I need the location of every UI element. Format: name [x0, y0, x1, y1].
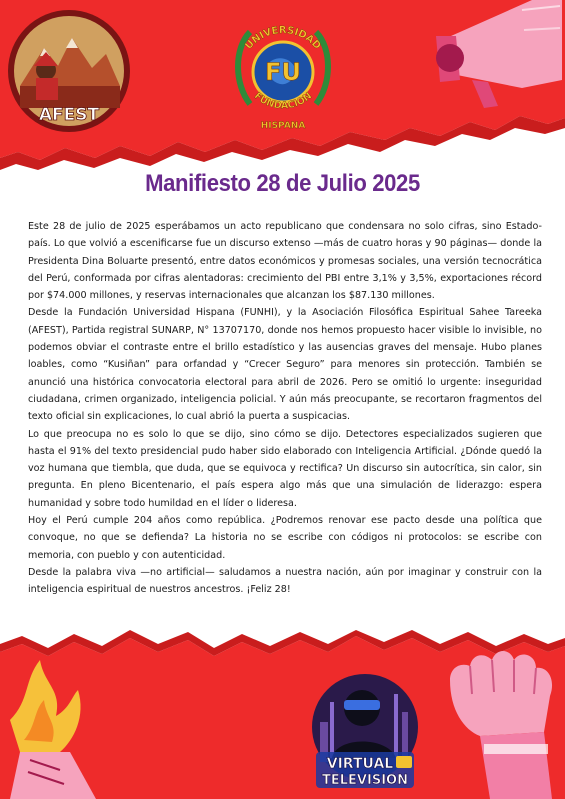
funhi-logo-initials: FU	[265, 58, 301, 86]
paragraph: Desde la palabra viva —no artificial— saludamos a nuestra nación, aún por imaginar y construir con la inteligencia espiritual de nuestros ancestros. ¡Feliz 28!	[28, 566, 542, 596]
page-title: Manifiesto 28 de Julio 2025	[145, 170, 420, 197]
flame-hand-icon	[0, 660, 120, 799]
funhi-logo-bottom-text-2: HISPANA	[260, 121, 306, 131]
virtual-television-line2: TELEVISION	[322, 773, 408, 788]
virtual-television-logo	[310, 672, 420, 790]
paragraph: Desde la Fundación Universidad Hispana (FUNHI), y la Asociación Filosófica Espiritual Sahee Tareeka (AFEST), Partida registral SUNARP, N° 13707170, donde nos hemos propuesto hacer visible lo invisible, no podemos obviar el contraste entre el brillo estadístico y las ausencias graves del mensaje. Hubo planes loables, como “Kusiñan” para orfandad y “Crecer Seguro” para menores sin protección. También se anunció una histórica convocatoria electoral para abril de 2026. Pero se omitió lo urgente: inseguridad ciudadana, crimen organizado, inteligencia policial. Y aún más preocupante, se recortaron fragmentos del texto oficial sin explicaciones, lo cual abrió la puerta a suspicacias.	[28, 307, 542, 423]
funhi-logo-bottom-text: FUNDACION	[251, 90, 315, 112]
paragraph: Hoy el Perú cumple 204 años como república. ¿Podremos renovar ese pacto desde una política que convoque, no que se defienda? La historia no se escribe con códigos ni protocolos: se escribe con memoria, con pueblo y con autenticidad.	[28, 515, 542, 561]
funhi-logo	[228, 4, 338, 134]
funhi-logo-top-text: UNIVERSIDAD	[243, 25, 323, 52]
afest-logo-text: AFEST	[38, 105, 100, 125]
megaphone-icon	[412, 0, 562, 110]
manifesto-body	[28, 218, 542, 599]
paragraph: Lo que preocupa no es solo lo que se dijo, sino cómo se dijo. Detectores especializados sugieren que hasta el 91% del texto presidencial pudo haber sido elaborado con Inteligencia Artificial. ¿Dónde quedó la voz humana que tiembla, que duda, que se equivoca y rectifica? Un discurso sin autocrítica, sin calor, sin pregunta. En pleno Bicentenario, el país espera algo más que una simulación de liderazgo: espera humanidad y sobre todo humildad en el líder o lideresa.	[28, 428, 542, 509]
virtual-television-line1: VIRTUAL	[326, 756, 394, 772]
raised-fist-icon	[440, 640, 565, 799]
paragraph: Este 28 de julio de 2025 esperábamos un acto republicano que condensara no solo cifras, sino Estado-país. Lo que volvió a escenificarse fue un discurso extenso —más de cuatro horas y 90 páginas— donde la Presidenta Dina Boluarte presentó, entre datos económicos y promesas sociales, una versión tecnocrática del Perú, conformada por cifras alentadoras: crecimiento del PBI entre 3,1% y 3,5%, exportaciones récord por $74.000 millones, y reservas internacionales que alcanzan los $87.130 millones.	[28, 221, 542, 302]
afest-logo	[6, 8, 132, 134]
